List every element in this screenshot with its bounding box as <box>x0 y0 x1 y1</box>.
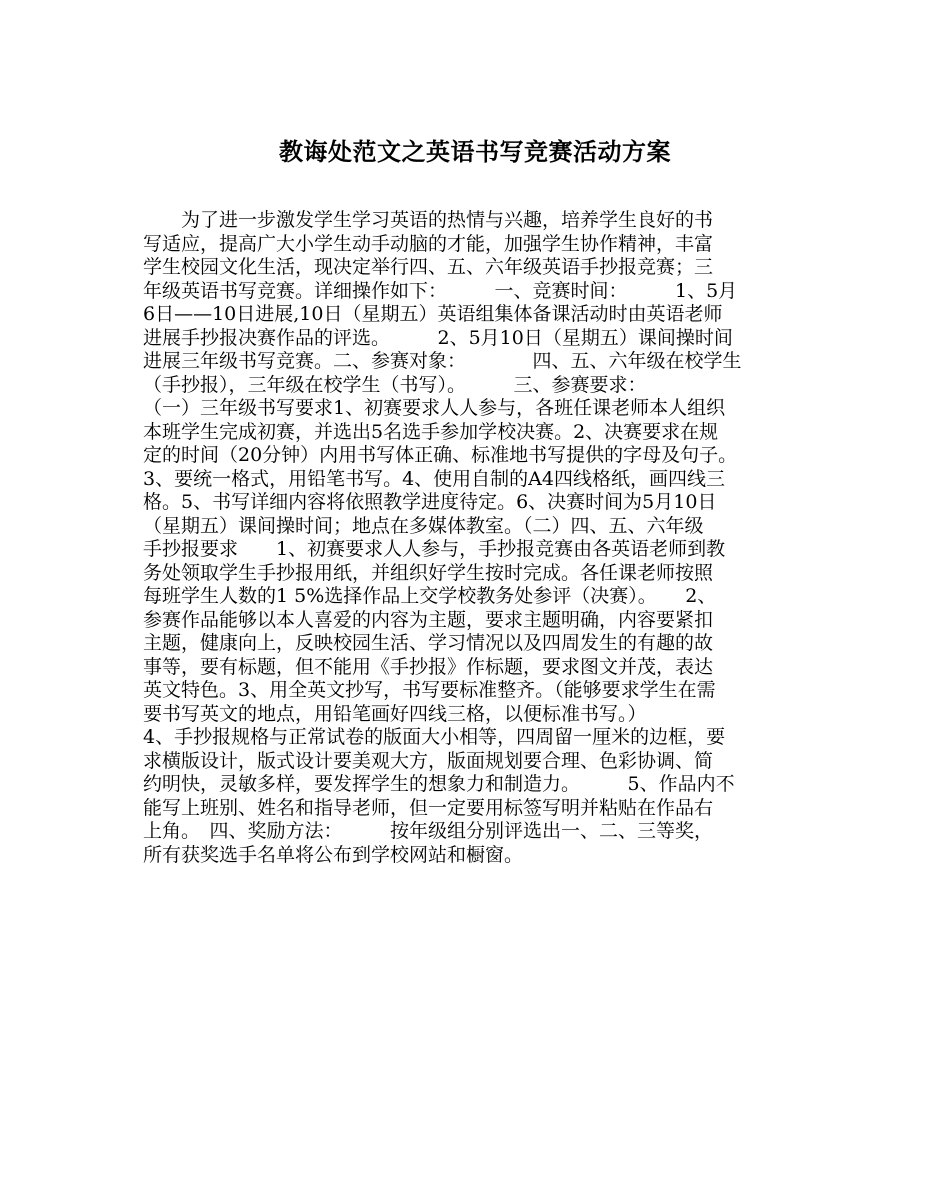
body-line: 为了进一步激发学生学习英语的热情与兴趣，培养学生良好的书 <box>143 209 714 231</box>
body-line: 进展手抄报决赛作品的评选。 2、5月10日（星期五）课间操时间 <box>143 326 733 349</box>
body-line: 3、要统一格式，用铅笔书写。4、使用自制的A4四线格纸，画四线三 <box>143 467 725 490</box>
body-line: 学生校园文化生活，现决定举行四、五、六年级英语手抄报竞赛；三 <box>143 256 714 278</box>
body-line: 本班学生完成初赛，并选出5名选手参加学校决赛。2、决赛要求在规 <box>143 420 719 443</box>
body-line: 事等，要有标题，但不能用《手抄报》作标题，要求图文并茂，表达 <box>143 655 714 678</box>
body-line: 务处领取学生手抄报用纸，并组织好学生按时完成。各任课老师按照 <box>143 561 714 584</box>
body-line: 主题，健康向上，反映校园生活、学习情况以及四周发生的有趣的故 <box>143 632 714 654</box>
body-line: 要书写英文的地点，用铅笔画好四线三格，以便标准书写。） <box>143 702 647 725</box>
body-line: 进展三年级书写竞赛。二、参赛对象： 四、五、六年级在校学生 <box>143 350 742 372</box>
body-line: 参赛作品能够以本人喜爱的内容为主题，要求主题明确，内容要紧扣 <box>143 608 714 631</box>
body-line: 手抄报要求 1、初赛要求人人参与，手抄报竞赛由各英语老师到教 <box>143 538 726 560</box>
body-line: 定的时间（20分钟）内用书写体正确、标准地书写提供的字母及句子。 <box>143 444 738 466</box>
body-line: 英文特色。3、用全英文抄写，书写要标准整齐。（能够要求学生在需 <box>143 679 716 701</box>
body-line: 约明快，灵敏多样，要发挥学生的想象力和制造力。 5、作品内不 <box>143 773 735 795</box>
body-line: （星期五）课间操时间；地点在多媒体教室。（二）四、五、六年级 <box>143 514 704 537</box>
body-line: 求横版设计，版式设计要美观大方，版面规划要合理、色彩协调、简 <box>143 749 714 772</box>
body-line: 写适应，提高广大小学生动手动脑的才能，加强学生协作精神，丰富 <box>143 232 714 255</box>
body-line: 4、手抄报规格与正常试卷的版面大小相等，四周留一厘米的边框，要 <box>143 726 726 748</box>
document-title: 教诲处范文之英语书写竞赛活动方案 <box>279 138 671 166</box>
body-line: 所有获奖选手名单将公布到学校网站和橱窗。 <box>143 843 524 866</box>
body-line: 每班学生人数的1 5%选择作品上交学校教务处参评（决赛）。 2、 <box>143 585 717 607</box>
body-line: 格。5、书写详细内容将依照教学进度待定。6、决赛时间为5月10日 <box>143 491 717 513</box>
body-line: 能写上班别、姓名和指导老师，但一定要用标签写明并粘贴在作品右 <box>143 796 714 819</box>
body-line: （一）三年级书写要求1、初赛要求人人参与，各班任课老师本人组织 <box>143 397 726 419</box>
body-line: 6日——10日进展,10日（星期五）英语组集体备课活动时由英语老师 <box>143 303 723 325</box>
body-line: 年级英语书写竞赛。详细操作如下： 一、竞赛时间： 1、5月 <box>143 279 738 302</box>
document-body <box>143 209 815 867</box>
body-line: （手抄报），三年级在校学生（书写）。 三、参赛要求： <box>143 373 647 396</box>
body-line: 上角。 四、奖励方法： 按年级组分别评选出一、二、三等奖， <box>143 820 714 842</box>
